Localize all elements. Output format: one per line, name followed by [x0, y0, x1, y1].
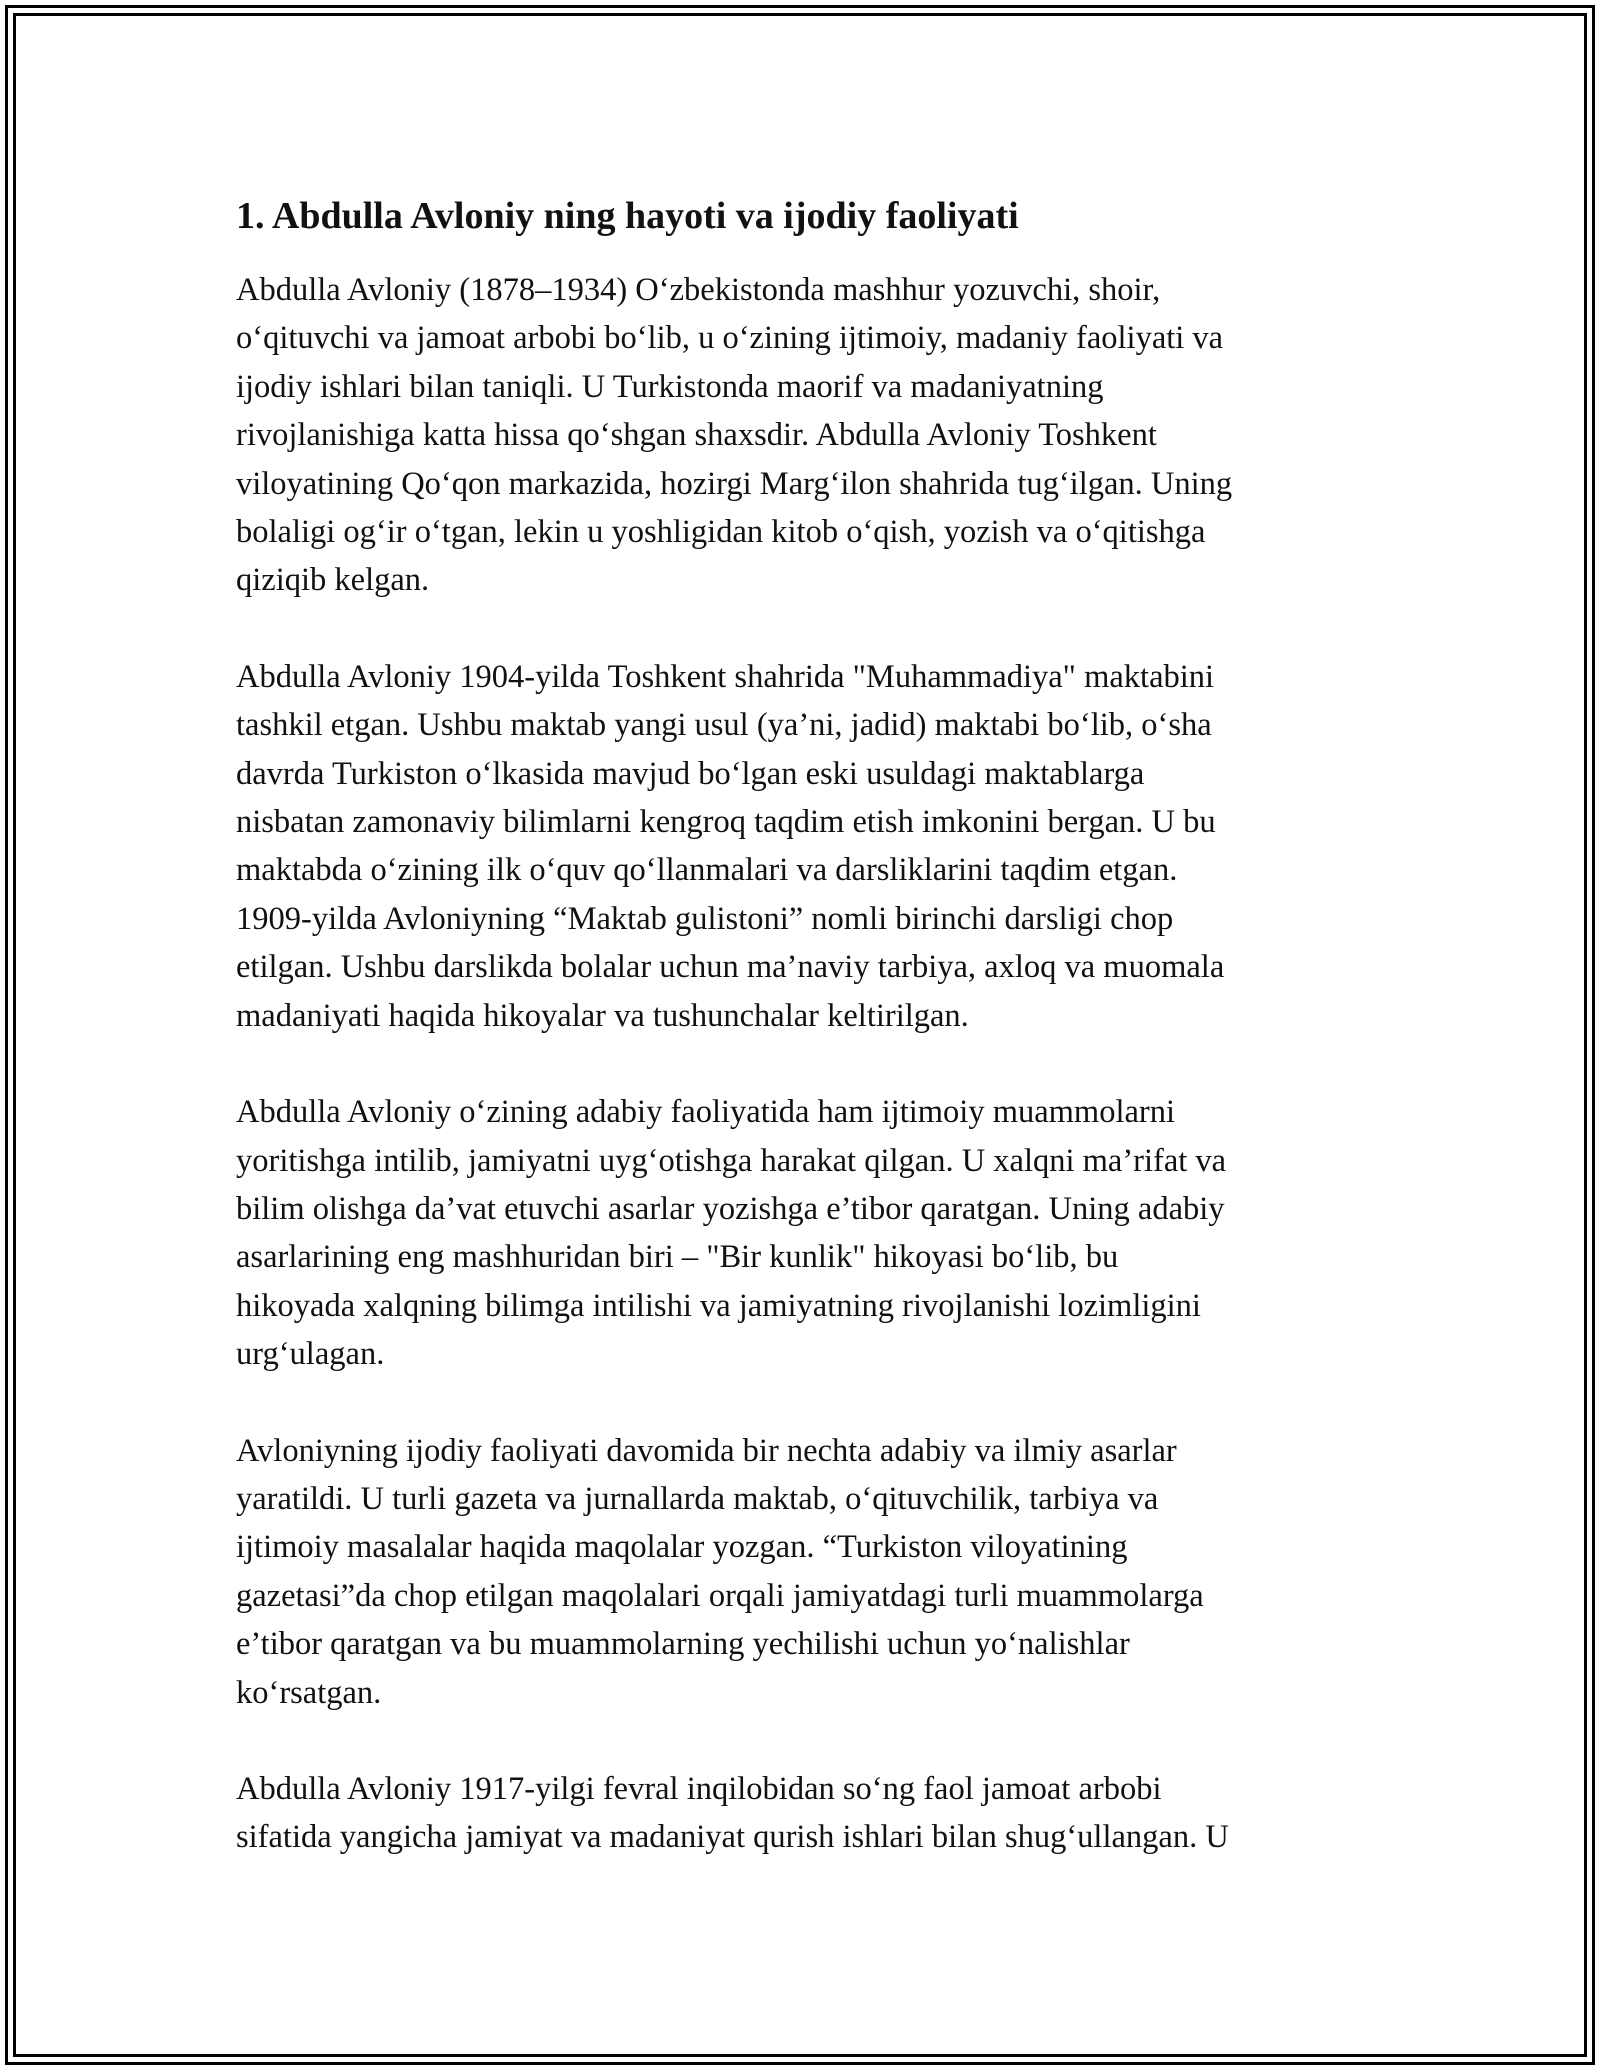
- paragraph-public-activity: Abdulla Avloniy 1917-yilgi fevral inqilobidan soʻng faol jamoat arbobi sifatida yangicha jamiyat va madaniyat qurish ishlari bilan shugʻullangan. U: [236, 1770, 1229, 1856]
- document-body: [236, 188, 1372, 1910]
- section-heading: 1. Abdulla Avloniy ning hayoti va ijodiy faoliyati: [236, 195, 1019, 237]
- paragraph-works: Avloniyning ijodiy faoliyati davomida bir nechta adabiy va ilmiy asarlar yaratildi. U turli gazeta va jurnallarda maktab, oʻqituvchilik, tarbiya va ijtimoiy masalalar haqida maqolalar yozgan. “Turkiston viloyatining gazetasi”da chop etilgan maqolalari orqali jamiyatdagi turli muammolarga e’tibor qaratgan va bu muammolarning yechilishi uchun yoʻnalishlar koʻrsatgan.: [236, 1432, 1204, 1711]
- paragraph-biography: Abdulla Avloniy (1878–1934) Oʻzbekistonda mashhur yozuvchi, shoir, oʻqituvchi va jamoat arbobi boʻlib, u oʻzining ijtimoiy, madaniy faoliyati va ijodiy ishlari bilan taniqli. U Turkistonda maorif va madaniyatning rivojlanishiga katta hissa qoʻshgan shaxsdir. Abdulla Avloniy Toshkent viloyatining Qoʻqon markazida, hozirgi Margʻilon shahrida tugʻilgan. Uning bolaligi ogʻir oʻtgan, lekin u yoshligidan kitob oʻqish, yozish va oʻqitishga qiziqib kelgan.: [236, 272, 1233, 599]
- paragraph-literary-activity: Abdulla Avloniy oʻzining adabiy faoliyatida ham ijtimoiy muammolarni yoritishga intilib, jamiyatni uygʻotishga harakat qilgan. U xalqni ma’rifat va bilim olishga da’vat etuvchi asarlar yozishga e’tibor qaratgan. Uning adabiy asarlarining eng mashhuridan biri – "Bir kunlik" hikoyasi boʻlib, bu hikoyada xalqning bilimga intilishi va jamiyatning rivojlanishi lozimligini urgʻulagan.: [236, 1094, 1227, 1373]
- paragraph-school: Abdulla Avloniy 1904-yilda Toshkent shahrida "Muhammadiya" maktabini tashkil etgan. Ushbu maktab yangi usul (ya’ni, jadid) maktabi boʻlib, oʻsha davrda Turkiston oʻlkasida mavjud boʻlgan eski usuldagi maktablarga nisbatan zamonaviy bilimlarni kengroq taqdim etish imkonini bergan. U bu maktabda oʻzining ilk oʻquv qoʻllanmalari va darsliklarini taqdim etgan. 1909-yilda Avloniyning “Maktab gulistoni” nomli birinchi darsligi chop etilgan. Ushbu darslikda bolalar uchun ma’naviy tarbiya, axloq va muomala madaniyati haqida hikoyalar va tushunchalar keltirilgan.: [236, 658, 1225, 1034]
